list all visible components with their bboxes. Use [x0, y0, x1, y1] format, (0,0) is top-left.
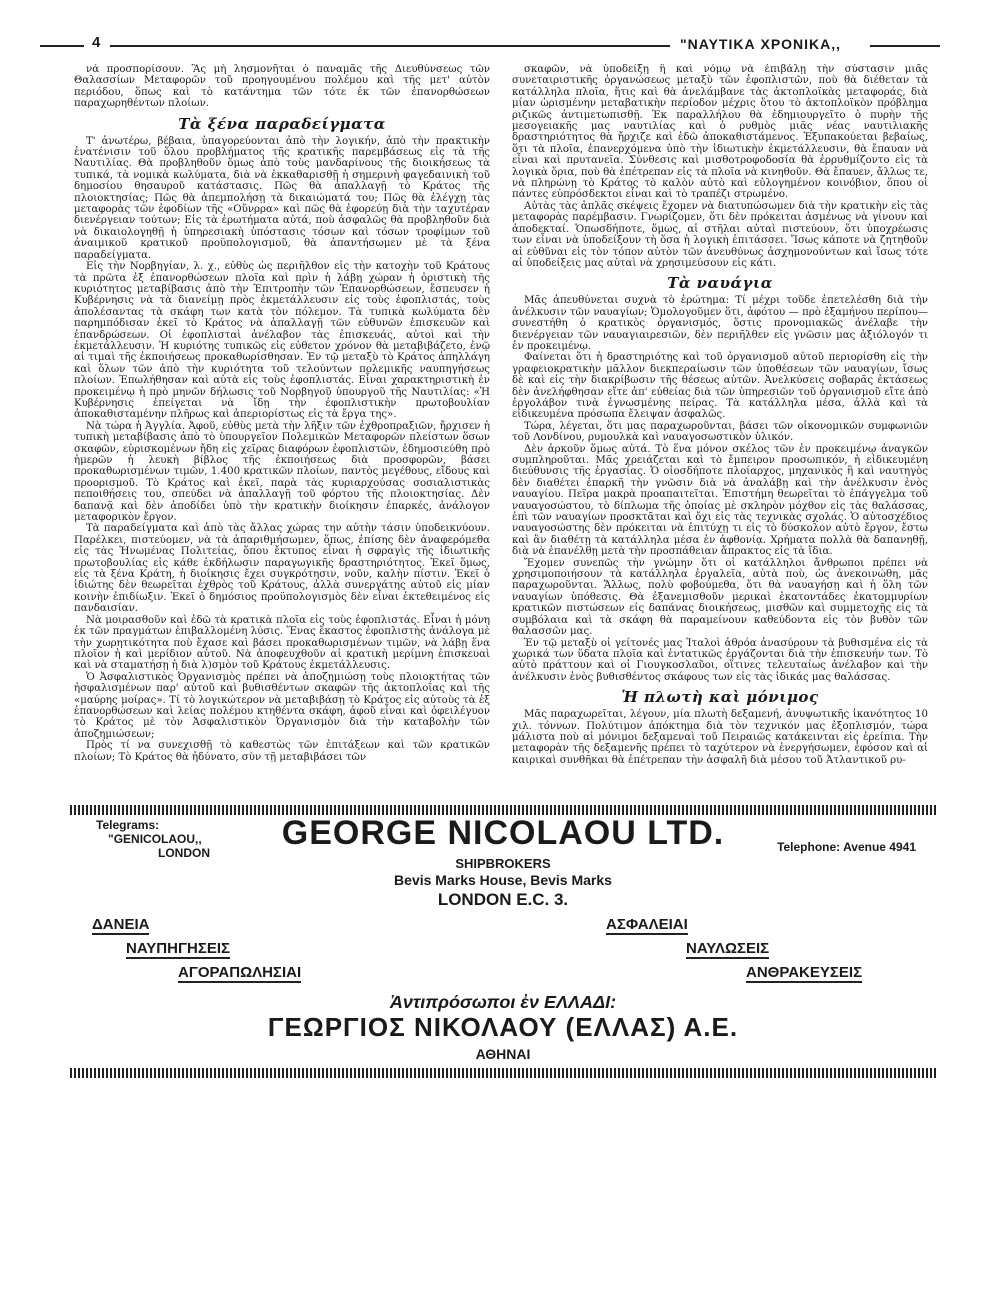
service-insurance: ΑΣΦΑΛΕΙΑΙ: [606, 916, 688, 933]
article-paragraph: Φαίνεται ὅτι ἡ δραστηριότης καὶ τοῦ ὀργανισμοῦ αὐτοῦ περιορίσθη εἰς τὴν γραφειοκρατικὴν μᾶλλον διεκπεραίωσιν τῶν ὑποθέσεων τῶν ναυαγίων, ἴσως δὲ καὶ εἰς τὴν διακρίβωσιν τῆς θέσεως αὐτῶν. Ἀνελκύσεις σοβαρᾶς ἐκτάσεως δὲν ἀνελήφθησαν εἴτε ἀπ' εὐθείας διὰ τῶν ὑπηρεσιῶν τοῦ ὀργανισμοῦ εἴτε ἀπὸ ἐργολάβον τινὰ ἐγνωσμένης πείρας. Τὰ κατάλληλα μέσα, ἀλλὰ καὶ τὰ εἰδικευμένα πρόσωπα ἔλειψαν ἀσφαλῶς.: [512, 352, 928, 421]
header-rule-right: [870, 45, 940, 47]
article-paragraph: Νὰ τώρα ἡ Ἀγγλία. Ἀφοῦ, εὐθὺς μετὰ τὴν λῆξιν τῶν ἐχθροπραξιῶν, ἤρχισεν ἡ τυπικὴ μεταβίβασις ἀπὸ τὸ ὑπουργεῖον Πολεμικῶν Μεταφορῶν πλείστων ὅσων σκαφῶν, εὑρισκομένων ἤδη εἰς χεῖρας διαφόρων ἐφοπλιστῶν, ἐδημοσιεύθη πρὸ ἡμερῶν ἡ λευκὴ βίβλος τῆς ἐκποιήσεως διὰ προσφορῶν, βάσει προκαθωρισμένων τιμῶν, 1.400 κρατικῶν πλοίων, παντὸς μεγέθους, εἴδους καὶ προορισμοῦ. Τὸ Κράτος καὶ ἐκεῖ, παρὰ τὰς κυριαρχούσας σοσιαλιστικὰς πεποιθήσεις του, σπεύδει νὰ ἀπαλλαγῇ τοῦ φόρτου τῆς πλοιοκτησίας. Δὲν δαπανᾷ καὶ δὲν ἀποδίδει ὑπὸ τὴν κρατικὴν διοίκησιν ἐπαρκές, ἀνάλογον μεταφορικὸν ἔργον.: [74, 420, 490, 524]
page-header: [40, 34, 940, 58]
service-shipbuilding: ΝΑΥΠΗΓΗΣΕΙΣ: [126, 940, 230, 957]
company-subtitle: SHIPBROKERS: [455, 856, 551, 871]
service-loans: ΔΑΝΕΙΑ: [92, 916, 150, 933]
company-address: Bevis Marks House, Bevis Marks: [394, 872, 612, 888]
article-paragraph: νά προσπορίσουν. Ἂς μὴ λησμονῆται ὁ παναμᾶς τῆς Διευθύνσεως τῶν Θαλασσίων Μεταφορῶν τοῦ προηγουμένου πολέμου καὶ τῆς μετ' αὐτὸν περιόδου, ὅπως καὶ τὸ κατάντημα τῶν τότε ἐκ τῶν ἐπανορθώσεων παραχωρηθέντων πλοίων.: [74, 64, 490, 110]
article-column-right: [512, 64, 928, 800]
telegrams-label: Telegrams:: [96, 818, 160, 832]
header-rule-middle: [110, 45, 670, 47]
article-paragraph: Νὰ μοιρασθοῦν καὶ ἐδῶ τὰ κρατικὰ πλοῖα εἰς τοὺς ἐφοπλιστάς. Εἶναι ἡ μόνη ἐκ τῶν πραγμάτων ἐπιβαλλομένη λύσις. Ἕνας ἕκαστος ἐφοπλιστὴς ἀνάλογα μὲ τὴν χωρητικότητα ποὺ ἔχασε καὶ βάσει προκαθωρισμένων τιμῶν, νὰ λάβῃ ἕνα πλοῖον ἡ καὶ μερίδιον αὐτοῦ. Νὰ ἀποφευχθοῦν αἱ κρατικὴ μερίμνη ἐπισκευαὶ καὶ νὰ σταματήσῃ ἡ διὰ λ)σμὸν τοῦ Κράτους ἐκμετάλλευσις.: [74, 614, 490, 672]
advertisement: [70, 814, 936, 1232]
article-paragraph: Τ' ἀνωτέρω, βέβαια, ὑπαγορεύονται ἀπὸ τὴν λογικήν, ἀπὸ τὴν πρακτικὴν ἐνατένισιν τοῦ ὅλου προβλήματος τῆς κρατικῆς παρεμβάσεως εἰς τὰ τῆς Ναυτιλίας. Θὰ προβληθοῦν ὅμως ἀπὸ τοὺς μανδαρίνους τῆς διοικήσεως τὰ τυπικά, τὰ νομικὰ κωλύματα, διὰ νὰ ἐκκαθαρισθῇ ἡ σημερινὴ φαγεδαινικὴ τοῦ δημοσίου θησαυροῦ κατάστασις. Πῶς θὰ ἀπαλλαγῇ τὸ Κράτος τῆς πλοιοκτησίας; Πῶς θὰ ἀπεμπολήσῃ τὰ δικαιώματά του; Πῶς θὰ ἐλέγχῃ τὰς μεταφορὰς τῶν ἐφοδίων τῆς «Οὔνρρα» καὶ πῶς θὰ ἐφορεύῃ διὰ τὴν ταχυτέραν διενέργειαν τούτων; Εἰς τὰ ἐρωτήματα αὐτά, ποὺ ἀσφαλῶς θὰ προβληθοῦν διὰ νὰ δικαιολογηθῇ ἡ ὑπηρεσιακὴ ὑπόστασις τόσων καὶ τόσων τροφίμων τοῦ ἀναιμικοῦ κρατικοῦ προϋπολογισμοῦ, θὰ ἀπαντήσωμεν μὲ τὰ ξένα παραδείγματα.: [74, 135, 490, 261]
telephone: Telephone: Avenue 4941: [777, 840, 916, 854]
article-paragraph: Δὲν ἀρκοῦν ὅμως αὐτά. Τὸ ἕνα μόνον σκέλος τῶν ἐν προκειμένῳ ἀναγκῶν συμπληροῦται. Μᾶς χρειάζεται καὶ τὸ ἔμπειρον προσωπικόν, ἡ εἰδικευμένη διεύθυνσις τῆς ἐργασίας. Ὁ οἱοσδήποτε πλοίαρχος, μηχανικὸς ἢ καὶ ναυτηγὸς δὲν διαθέτει ἐπαρκῆ τὴν γνῶσιν διὰ νὰ ἀναλάβῃ καὶ τὴν ἀνέλκυσιν ἑνὸς ναυαγίου. Πεῖρα μακρὰ προαπαιτεῖται. Ἐπιστήμη θεωρεῖται τὸ ἐπάγγελμα τοῦ ναυαγοσώστου, τὸ δίπλωμα τῆς ὁποίας μὲ σκληρὸν μόχθον εἰς τὰς θαλάσσας, ἐπὶ τῶν ναυαγίων προσκτᾶται καὶ ὄχι εἰς τὰς τεχνικὰς σχολάς. Ὁ αὐτοσχέδιος ναυαγοσώστης δὲν πρόκειται νὰ ἐπιτύχῃ τι εἰς τὸ δύσκολον αὐτὸ ἔργον, ἔστω καὶ ἂν διαθέτῃ τὰ κατάλληλα μέσα ἐν ἀφθονίᾳ. Χρήματα πολλὰ θὰ δαπανηθῇ, διὰ νὰ ἐπανέλθῃ μετὰ τὴν προσπάθειαν ἄπρακτος εἰς τὰ ἴδια.: [512, 443, 928, 558]
representatives-label: Ἀντιπρόσωποι ἐν ΕΛΛΑΔΙ:: [389, 992, 617, 1012]
article-paragraph: Μᾶς παραχωρεῖται, λέγουν, μία πλωτὴ δεξαμενή, ἀνυψωτικῆς ἱκανότητος 10 χιλ. τόννων. Πολύτιμον ἀπόκτημα διὰ τὸν τεχνικόν μας ἐξοπλισμόν, τώρα μάλιστα ποὺ αἱ μόνιμοι δεξαμεναὶ τοῦ Πειραιῶς κατάκεινται εἰς ἐρείπια. Τὴν μεταφορὰν τῆς δεξαμενῆς πρέπει τὸ ταχύτερον νὰ ἐνεργήσωμεν, ἐφόσον καὶ αἱ καιρικαὶ συνθῆκαι θὰ ἐπέτρεπαν τὴν ἀσφαλῆ διὰ μέσου τοῦ Ἀτλαντικοῦ ρυ-: [512, 709, 928, 766]
section-heading: Τὰ ναυάγια: [667, 274, 773, 293]
article-paragraph: Πρὸς τί να συνεχισθῇ τὸ καθεστὼς τῶν ἐπιτάξεων καὶ τῶν κρατικῶν πλοίων; Τὸ Κράτος θὰ ἠδύνατο, σὺν τῇ μεταβιβάσει τῶν: [74, 740, 490, 763]
greek-company-city: ΑΘΗΝΑΙ: [475, 1046, 531, 1062]
telegrams-city: LONDON: [158, 846, 210, 860]
service-coaling: ΑΝΘΡΑΚΕΥΣΕΙΣ: [746, 964, 863, 981]
article-paragraph: Μᾶς ἀπευθύνεται συχνὰ τὸ ἐρώτημα: Τί μέχρι τοῦδε ἐπετελέσθη διὰ τὴν ἀνέλκυσιν τῶν ναυαγίων; Ὁμολογοῦμεν ὅτι, ἀφότου — πρὸ ἑξαμήνου περίπου— συνεστήθη ὁ κρατικὸς ὀργανισμός, ὅστις προνομιακῶς ἀνέλαβε τὴν διενέργειαν τῶν ναυαγιαιρεσιῶν, δὲν περιῆλθεν εἰς γνῶσιν μας ἀξιόλογόν τι ἐν προκειμένῳ.: [512, 295, 928, 352]
article-paragraph: σκαφῶν, νὰ ὑποδείξῃ ἢ καὶ νόμῳ νὰ ἐπιβάλῃ τὴν σύστασιν μιᾶς συνεταιριστικῆς ὀργανώσεως μεταξὺ τῶν ἐφοπλιστῶν, ποὺ θὰ διέθεταν τὰ κατάλληλα πλοῖα, ἥτις καὶ θὰ ἀνελάμβανε τὰς ἀκτοπλοϊκὰς μεταφοράς, διὰ μίαν ὡρισμένην μεταβατικὴν περίοδον μέχρις ὅτου τὸ ἀκτοπλοϊκὸν πρόβλημα ριζικῶς ἀντιμετωπισθῇ. Ἐκ παραλλήλου θὰ ἐδημιουργεῖτο ὁ πυρὴν τῆς μεσογειακῆς μας ναυτιλίας καὶ ὁ ρυθμὸς μιᾶς νέας ναυτιλιακῆς δραστηριότητος θὰ ἤρχιζε καὶ ἐδῶ ἀποκαθιστάμενος. Ἐξυπακούεται βεβαίως, ὅτι τὰ πλοῖα, ἐπανερχόμενα ὑπὸ τὴν ἰδιωτικὴν ἐκμετάλλευσιν, θὰ ἔπαυαν νὰ εἶναι καὶ πρυτανεῖα. Σύνθεσις καὶ μισθοτροφοδοσία θὰ ἐρρυθμίζοντο εἰς τὰ λογικὰ ὅρια, ποὺ θὰ ἐπέτρεπαν εἰς τὰ πλοῖα νὰ κινηθοῦν. Θὰ ἔπαυεν, ἄλλως τε, νὰ πληρώνῃ τὸ Κράτος τὸ καλὸν αὐτὸ καὶ εὐλογημένον κοινόβιον, ὅπου οἱ πάντες εὐπρόσδεκτοι εἶναι καὶ τὸ τραπέζι στρωμένο.: [512, 64, 928, 201]
section-heading: Ἡ πλωτὴ καὶ μόνιμος: [621, 688, 819, 707]
article-paragraph: Εἰς τὴν Νορβηγίαν, λ. χ., εὐθὺς ὡς περιῆλθον εἰς τὴν κατοχὴν τοῦ Κράτους τὰ πρῶτα ἐξ ἐπανορθώσεων πλοῖα καὶ πρὶν ἡ λάβῃ χώραν ἡ ὁριστικὴ τῆς κυριότητος μεταβίβασις ἀπὸ τὴν Ἐπιτροπὴν τῶν Ἐπανορθώσεων, ἔσπευσεν ἡ Κυβέρνησις νὰ τὰ διανείμῃ πρὸς ἐκμετάλλευσιν εἰς τοὺς ἐφοπλιστάς, τοὺς ἀπολέσαντας τὰ σκάφη των κατὰ τὸν πόλεμον. Τὰ τυπικὰ κωλύματα δὲν παρημπόδισαν ἐκεῖ τὸ Κράτος νὰ ἀπαλλαγῇ τῶν εὐθυνῶν ἐπισκευῶν καὶ ἐπανδρώσεων. Οἱ ἐφοπλισταὶ ἀνέλαβον τὰς ἐπισκευάς, αὐτοὶ καὶ τὴν ἐκμετάλλευσιν. Ἡ κυριότης τυπικῶς εἰς εὐθετον χρόνον θὰ μεταβιβάζετο, ἐνῷ αἱ τιμαὶ τῆς ἐκποιήσεως προκαθωρίσθησαν. Ἐν τῷ μεταξὺ τὸ Κράτος ἀπηλλάγη καὶ ὅλων τῶν ἀπὸ τὴν κυριότητα τοῦ τελούντων πολεμικῆς ναυπηγήσεως πλοίων. Ἐπωλήθησαν καὶ αὐτὰ εἰς τοὺς ἐφοπλιστάς. Εἶναι χαρακτηριστικὴ ἐν προκειμένῳ ἡ πρὸ μηνῶν δήλωσις τοῦ Νορβηγοῦ ὑπουργοῦ τῆς Ναυτιλίας: «Ἡ Κυβέρνησις ἐπείγεται νὰ ἴδῃ τὴν ἐφοπλιστικὴν πρωτοβουλίαν ἀποκαθισταμένην πλῆρως καὶ ἀπεριορίστως εἰς τὰ ἔργα της».: [74, 261, 490, 421]
ad-border-bottom: [70, 1068, 936, 1078]
header-rule-left: [40, 45, 84, 47]
service-chartering: ΝΑΥΛΩΣΕΙΣ: [686, 940, 770, 957]
service-sales: ΑΓΟΡΑΠΩΛΗΣΙΑΙ: [178, 964, 302, 981]
article-paragraph: Τώρα, λέγεται, ὅτι μας παραχωροῦνται, βάσει τῶν οἰκονομικῶν συμφωνιῶν τοῦ Λονδίνου, ρυμουλκὰ καὶ ναυαγοσωστικὸν ὑλικόν.: [512, 420, 928, 444]
article-paragraph: Ὁ Ἀσφαλιστικὸς Ὀργανισμὸς πρέπει νὰ ἀποζημιώσῃ τοὺς πλοιοκτήτας τῶν ἠσφαλισμένων παρ' αὐτοῦ καὶ βυθισθέντων σκαφῶν τῆς ἀκτοπλοΐας καὶ τῆς «μαύρης μοίρας». Τί τὸ λογικώτερον νὰ μεταβιβάσῃ τὸ Κράτος εἰς αὐτοὺς τὰ ἐξ ἐπανορθώσεων καὶ λείας πολέμου κτηθέντα σκάφη, ἀφοῦ εἶναι καὶ ὀφειλέγυον τὸ Κράτος μὲ τὸν Ἀσφαλιστικὸν Ὀργανισμὸν διὰ τὴν καταβολὴν τῶν ἀποζημιώσεων;: [74, 671, 490, 740]
article-paragraph: Αὐτὰς τὰς ἁπλᾶς σκέψεις ἔχομεν νὰ διατυπώσωμεν διὰ τὴν κρατικὴν εἰς τὰς μεταφορὰς παρέμβασιν. Γνωρίζομεν, ὅτι δὲν πρόκειται ἀσμένως νὰ γίνουν καὶ ἀποδεκταί. Ὁπωσδήποτε, ὅμως, αἱ στῆλαι αὐταὶ πιστεύουν, ὅτι ὑποχρέωσις των εἶναι νὰ ὑποδείξουν τὴ ὅσα ἡ λογικὴ ἐπιτάσσει. Ἴσως κάποτε νὰ ζητηθοῦν αἱ εὐθῦναι εἰς τὸν τόπον αὐτὸν τῶν ἀνευθύνως ἀσχημονούντων καὶ ἴσως τότε αἱ ὑποδείξεις μας αὐταὶ νὰ χρησιμεύσουν εἰς κάτι.: [512, 200, 928, 269]
company-name: GEORGE NICOLAOU LTD.: [281, 814, 725, 852]
page-number: 4: [92, 34, 101, 51]
article-paragraph: Τὰ παραδείγματα καὶ ἀπὸ τὰς ἄλλας χώρας την αὐτὴν τάσιν ὑποδεικνύουν. Παρέλκει, πιστεύομεν, νὰ τὰ ἀπαριθμήσωμεν, ὅπως, ἐπίσης δὲν ἀναφερόμεθα εἰς τὰς Ἡνωμένας Πολιτείας, ὅπου ἔκτυπος εἶναι ἡ σφραγὶς τῆς ἰδιωτικῆς πρωτοβουλίας εἰς κάθε ἐκδήλωσιν παραγωγικῆς δραστηριότητος. Ἐκεῖ ὅμως, εἰς τὰ ξένα Κράτη, ἡ διοίκησις ἔχει συγκρότησιν, νοῦν, καλὴν πίστιν. Ἐκεῖ ὁ ἰδιώτης δὲν θεωρεῖται ἐχθρὸς τοῦ Κράτους, ἀλλὰ συνεργάτης αὐτοῦ εἰς μίαν κοινὴν ἐπιδίωξιν. Ἐκεῖ ὁ δημόσιος προϋπολογισμὸς δὲν εἶναι ἐκτεθειμένος εἰς πανδαισίαν.: [74, 523, 490, 615]
company-city: LONDON E.C. 3.: [437, 890, 569, 909]
telegrams-code: "GENICOLAOU,,: [108, 832, 202, 846]
publication-title: "ΝΑΥΤΙΚΑ ΧΡΟΝΙΚΑ,,: [680, 36, 842, 52]
section-heading: Τὰ ξένα παραδείγματα: [178, 114, 386, 133]
article-paragraph: Ἐν τῷ μεταξὺ οἱ γείτονές μας Ἰταλοὶ ἀθρόα ἀνασύρουν τὰ βυθισμένα εἰς τὰ χωρικά των ὕδατα πλοῖα καὶ ἐντατικῶς ἐργάζονται διὰ τὴν ἐπισκευήν των. Τὸ αὐτὸ πράττουν καὶ οἱ Γιουγκοσλαῦοι, οἵτινες τελευταίως ἀνέλαβον καὶ τὴν ἀνέλκυσιν ἑνὸς βυθισθέντος σκάφους των εἰς τὰς ἰδικάς μας θαλάσσας.: [512, 637, 928, 683]
greek-company-name: ΓΕΩΡΓΙΟΣ ΝΙΚΟΛΑΟΥ (ΕΛΛΑΣ) Α.Ε.: [267, 1012, 739, 1042]
article-column-left: [74, 64, 490, 800]
article-paragraph: Ἔχομεν συνεπῶς τὴν γνώμην ὅτι οἱ κατάλληλοι ἄνθρωποι πρέπει νὰ χρησιμοποιήσουν τὰ κατάλληλα ἐργαλεῖα, αὐτὰ ποὺ, ὡς ἀνεκοινώθη, μᾶς παραχωροῦνται. Ἄλλως, πολὺ φοβούμεθα, ὅτι θὰ ναυαγήσῃ καὶ ἡ ὅλη τῶν ναυαγίων ὑπόθεσις. Θὰ ἐξανεμισθοῦν μερικαὶ ἑκατοντάδες ἑκατομμυρίων κρατικῶν πιστώσεων εἰς δαπάνας διοικήσεως, μισθῶν καὶ συμμετοχῆς εἰς τὰ συμβόλαια καὶ τὰ σκάφη θὰ παραμείνουν καθεύδοντα εἰς τὸν βυθὸν τῶν θαλασσῶν μας.: [512, 557, 928, 638]
